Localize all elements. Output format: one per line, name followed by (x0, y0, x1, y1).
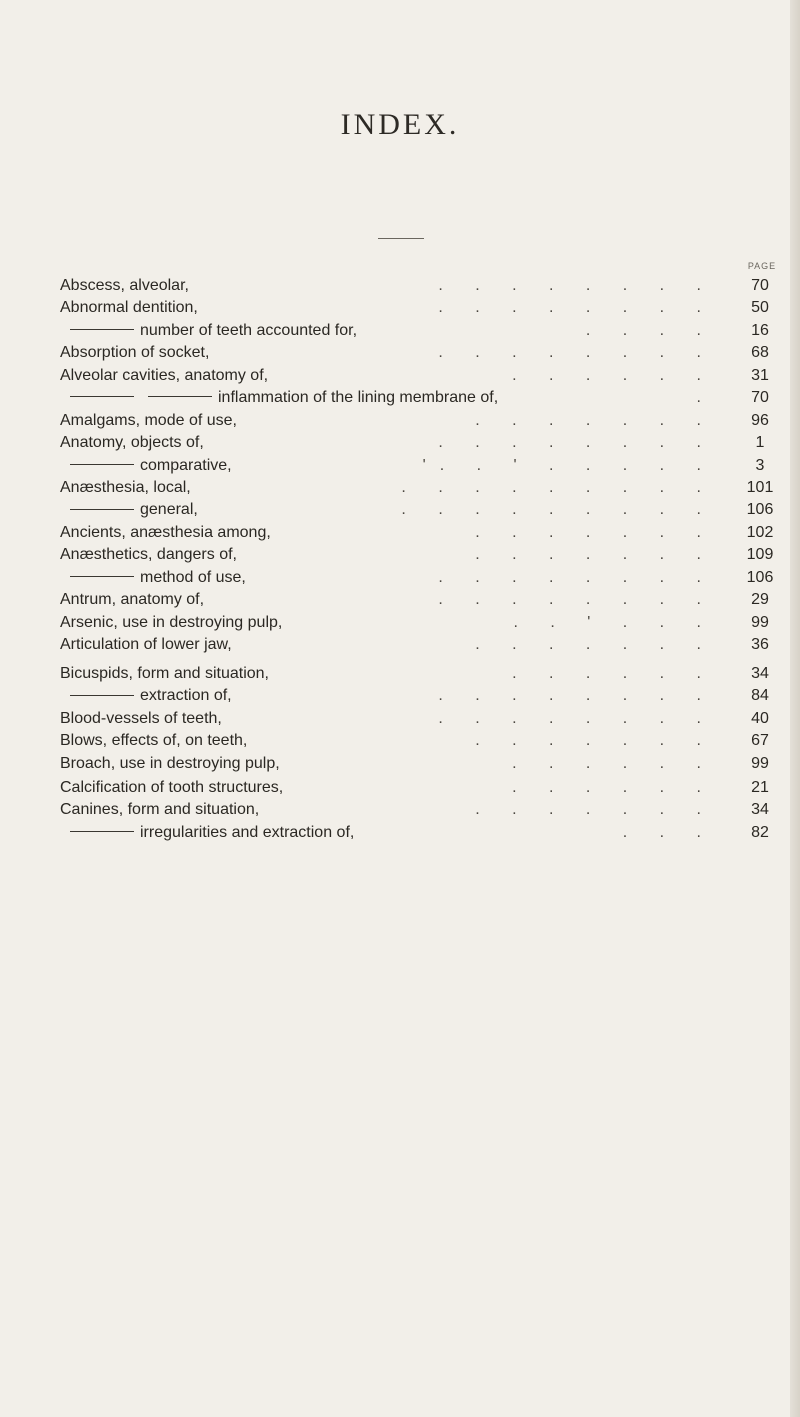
ditto-dash (70, 396, 134, 397)
page-number: 36 (751, 636, 769, 653)
index-entry-heading (70, 685, 236, 707)
index-entry (60, 567, 780, 589)
leader-dots: . (696, 389, 715, 407)
page-number: 31 (751, 366, 769, 384)
index-entry-label: Anatomy, objects of, (60, 434, 208, 451)
index-entry-heading (60, 365, 272, 387)
index-entry-label: comparative, (140, 457, 236, 474)
index-entry-label: Absorption of socket, (60, 344, 213, 361)
leader-dots: . . . . . . . (475, 411, 715, 429)
index-entry-heading (60, 589, 208, 611)
index-entry-label: irregularities and extraction of, (140, 824, 358, 841)
leader-dots: . . . . . . . . . (401, 478, 715, 496)
index-entry (60, 432, 780, 454)
ditto-dash (70, 695, 134, 696)
leader-dots: . . . . . . . . (438, 591, 715, 609)
index-entry-label: Calcification of tooth structures, (60, 779, 287, 796)
leader-dots: . . . . . . . . (438, 277, 715, 294)
page-number: 106 (746, 568, 774, 586)
index-entry-label: number of teeth accounted for, (140, 322, 361, 339)
leader-dots: . . . . . . . . (438, 568, 715, 586)
index-entry-heading (60, 799, 263, 821)
leader-dots: . . . . . . . (475, 523, 715, 541)
page-number: 99 (751, 613, 769, 631)
index-entry-heading (60, 777, 287, 799)
page-edge (790, 0, 800, 1417)
ditto-dash (70, 831, 134, 832)
index-entry-heading (60, 753, 284, 775)
page-number: 21 (751, 779, 769, 796)
index-entry (60, 544, 780, 566)
page-number: 40 (751, 709, 769, 727)
index-entry-label: Abscess, alveolar, (60, 277, 193, 294)
page-number: 109 (746, 546, 774, 564)
leader-dots: . . ' . . . (513, 613, 715, 631)
index-section-b (60, 663, 780, 775)
page-number: 70 (751, 277, 769, 294)
page-number: 82 (751, 823, 769, 841)
index-entry (60, 799, 780, 821)
leader-dots: . . . . . . (512, 754, 715, 772)
ditto-dash (70, 509, 134, 510)
index-entry-label: Amalgams, mode of use, (60, 412, 241, 429)
index-entry-label: Broach, use in destroying pulp, (60, 755, 284, 772)
page-number: 102 (746, 523, 774, 541)
index-entry (60, 477, 780, 499)
leader-dots: . . . . . . . . (438, 299, 715, 317)
index-entry-heading (60, 708, 226, 730)
leader-dots: . . . . . . (512, 665, 715, 682)
leader-dots: '. . ' . . . . . (422, 456, 715, 474)
index-entry-label: inflammation of the lining membrane of, (218, 389, 502, 406)
index-entry (60, 455, 780, 477)
page-number: 16 (751, 321, 769, 339)
index-entry-heading (70, 822, 358, 844)
index-entry-heading (70, 567, 250, 589)
page-number: 67 (751, 732, 769, 750)
leader-dots: . . . . . . . (475, 636, 715, 653)
leader-dots: . . . . . . . . (438, 687, 715, 705)
index-entry (60, 342, 780, 364)
index-entry (60, 708, 780, 730)
index-entry-label: Blows, effects of, on teeth, (60, 732, 251, 749)
index-entry-heading (60, 634, 236, 656)
index-section-c (60, 777, 780, 844)
index-entry-label: Anæsthetics, dangers of, (60, 546, 241, 563)
index-entry-label: extraction of, (140, 687, 236, 704)
ditto-dash (70, 576, 134, 577)
index-entry (60, 822, 780, 844)
index-entry (60, 634, 780, 656)
index-entry-heading (60, 477, 195, 499)
index-entry-heading (70, 387, 502, 409)
index-entry-heading (70, 455, 236, 477)
index-entry (60, 297, 780, 319)
index-entry-label: Antrum, anatomy of, (60, 591, 208, 608)
page-number: 84 (751, 687, 769, 705)
index-entry-heading (60, 730, 251, 752)
leader-dots: . . . . . . . . . (401, 501, 715, 519)
page-number: 29 (751, 591, 769, 609)
index-entry-heading (70, 320, 361, 342)
title-divider (378, 238, 424, 239)
leader-dots: . . . . . . . . (438, 709, 715, 727)
index-entry-label: Canines, form and situation, (60, 801, 263, 818)
page-title: INDEX. (340, 108, 460, 141)
index-entry (60, 499, 780, 521)
page-number: 70 (751, 389, 769, 407)
page-number: 101 (746, 478, 774, 496)
index-entry-label: general, (140, 501, 202, 518)
leader-dots: . . . . . . . . (438, 344, 715, 362)
leader-dots: . . . . . . (512, 779, 715, 796)
index-entry (60, 730, 780, 752)
index-entry-heading (60, 663, 273, 685)
index-entry-heading (60, 522, 275, 544)
index-entry-label: Bicuspids, form and situation, (60, 665, 273, 682)
ditto-dash (148, 396, 212, 397)
index-entry (60, 777, 780, 799)
index-entry-heading (60, 342, 213, 364)
page-column-header: PAGE (747, 261, 777, 271)
page-number: 96 (751, 411, 769, 429)
index-entry-heading (60, 612, 286, 634)
leader-dots: . . . . . . . (475, 546, 715, 564)
ditto-dash (70, 329, 134, 330)
page-number: 3 (755, 456, 765, 474)
leader-dots: . . . . . . . . (438, 434, 715, 452)
leader-dots: . . . . . . . (475, 732, 715, 750)
leader-dots: . . . . . . . (475, 801, 715, 819)
index-entry (60, 320, 780, 342)
page-number: 50 (751, 299, 769, 317)
page-number: 99 (751, 754, 769, 772)
page-number: 34 (751, 801, 769, 819)
index-entry-heading (70, 499, 202, 521)
leader-dots: . . . (622, 823, 715, 841)
index-entry-label: method of use, (140, 569, 250, 586)
index-entry (60, 612, 780, 634)
index-entry (60, 589, 780, 611)
index-entry-label: Anæsthesia, local, (60, 479, 195, 496)
index-entry-label: Abnormal dentition, (60, 299, 202, 316)
page-number: 68 (751, 344, 769, 362)
index-entry-heading (60, 410, 241, 432)
index-entry (60, 663, 780, 685)
ditto-dash (70, 464, 134, 465)
index-entry-label: Articulation of lower jaw, (60, 636, 236, 653)
index-entry (60, 387, 780, 409)
index-entry-label: Blood-vessels of teeth, (60, 710, 226, 727)
index-entry (60, 410, 780, 432)
index-entry-label: Arsenic, use in destroying pulp, (60, 614, 286, 631)
index-entry-label: Alveolar cavities, anatomy of, (60, 367, 272, 384)
index-entry (60, 275, 780, 297)
index-entry-label: Ancients, anæsthesia among, (60, 524, 275, 541)
index-entry-heading (60, 297, 202, 319)
index-entry-heading (60, 432, 208, 454)
index-entry (60, 522, 780, 544)
page-number: 1 (755, 434, 765, 452)
index-entry-heading (60, 544, 241, 566)
page-number: 106 (746, 501, 774, 519)
index-entry (60, 685, 780, 707)
leader-dots: . . . . . . (512, 366, 715, 384)
page-number: 34 (751, 665, 769, 682)
index-entry (60, 753, 780, 775)
index-section-a (60, 275, 780, 656)
index-entry (60, 365, 780, 387)
index-entry-heading (60, 275, 193, 297)
leader-dots: . . . . (585, 321, 715, 339)
